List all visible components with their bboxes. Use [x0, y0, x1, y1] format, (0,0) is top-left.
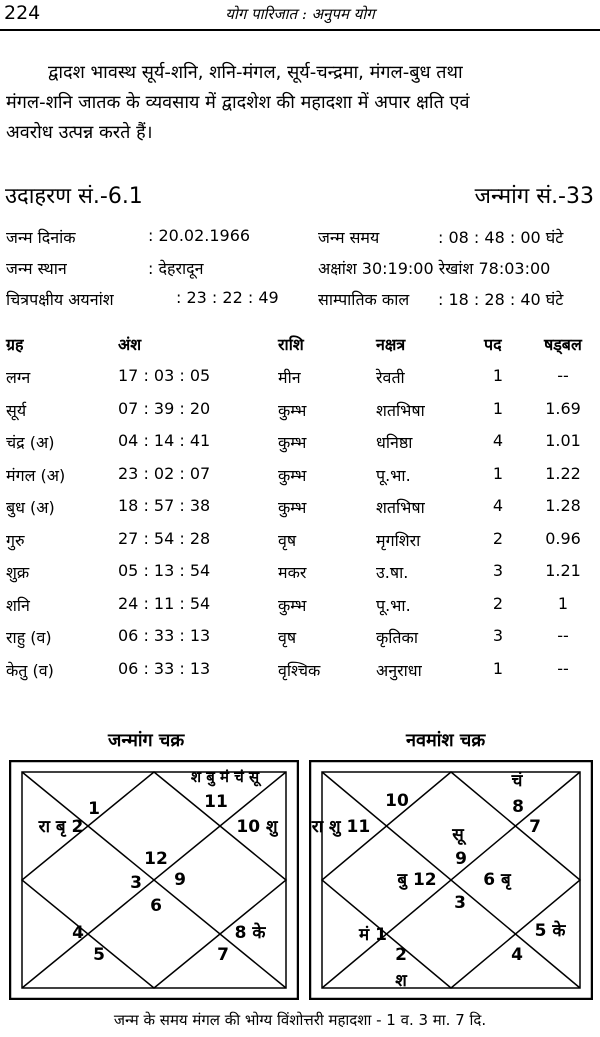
table-cell: 1: [557, 593, 569, 613]
table-cell: शनि: [6, 595, 30, 615]
table-cell: 1.01: [545, 431, 581, 450]
table-cell: --: [557, 626, 569, 645]
chart-label: 8: [512, 797, 524, 817]
table-cell: मंगल (अ): [6, 465, 66, 485]
table-cell: वृष: [278, 628, 297, 647]
janmang-chart: [9, 760, 299, 1000]
table-cell: कृतिका: [376, 628, 418, 647]
example-number: उदाहरण सं.-6.1: [5, 184, 143, 209]
table-header: षड्बल: [544, 335, 582, 354]
birth-value: : देहरादून: [148, 259, 204, 278]
horoscope-number: जन्मांग सं.-33: [474, 184, 594, 209]
chart-label: 3: [130, 873, 142, 893]
table-cell: 1: [492, 398, 504, 418]
chart-label: 1: [88, 799, 100, 819]
table-cell: रेवती: [376, 368, 405, 387]
table-header: पद: [484, 335, 502, 354]
table-cell: उ.षा.: [376, 563, 409, 582]
table-cell: गुरु: [6, 530, 25, 550]
table-cell: कुम्भ: [278, 400, 307, 420]
chart-label: मं 1: [359, 925, 387, 945]
chart-label: श: [395, 971, 407, 991]
birth-label: अक्षांश 30:19:00 रेखांश 78:03:00: [318, 259, 551, 278]
table-cell: पू.भा.: [376, 595, 411, 615]
footer-note: जन्म के समय मंगल की भोग्य विंशोत्तरी महादशा - 1 व. 3 मा. 7 दि.: [113, 1011, 487, 1029]
navamsha-chart-title: नवमांश चक्र: [406, 730, 486, 751]
chart-label: 3: [454, 893, 466, 913]
table-cell: शुक्र: [6, 563, 30, 582]
intro-paragraph: [6, 58, 594, 148]
table-cell: 1: [492, 658, 504, 678]
table-cell: कुम्भ: [278, 498, 307, 517]
paragraph-line: मंगल-शनि जातक के व्यवसाय में द्वादशेश की महादशा में अपार क्षति एवं: [6, 92, 470, 113]
table-cell: 06 : 33 : 13: [118, 658, 211, 678]
table-cell: मकर: [278, 563, 307, 582]
table-cell: 3: [492, 626, 504, 645]
table-cell: 27 : 54 : 28: [118, 528, 211, 548]
table-cell: कुम्भ: [278, 595, 307, 615]
table-cell: 1.22: [545, 463, 581, 483]
navamsha-chart: [309, 760, 593, 1000]
chart-label: 12: [144, 849, 168, 869]
table-cell: चंद्र (अ): [6, 433, 55, 452]
table-cell: 4: [492, 496, 504, 515]
chart-label: 10 शु: [236, 817, 278, 837]
table-cell: 1: [492, 463, 504, 483]
table-cell: केतु (व): [6, 660, 54, 680]
table-cell: --: [557, 658, 569, 678]
page-number: 224: [4, 2, 41, 24]
birth-label: जन्म समय: [318, 228, 380, 247]
table-cell: 05 : 13 : 54: [118, 561, 211, 580]
chart-label: 6: [150, 896, 162, 916]
chart-label: 7: [217, 945, 229, 965]
table-cell: --: [557, 366, 569, 385]
chart-label: रा शु 11: [311, 817, 371, 837]
table-cell: 3: [492, 561, 504, 580]
table-cell: वृष: [278, 530, 297, 550]
table-cell: सूर्य: [6, 400, 27, 420]
birth-label: जन्म दिनांक: [6, 228, 76, 247]
chart-label: सू: [452, 825, 464, 845]
paragraph-line: अवरोध उत्पन्न करते हैं।: [6, 122, 153, 143]
table-cell: 23 : 02 : 07: [118, 463, 211, 483]
chart-label: 9: [174, 870, 186, 890]
chart-label: चं: [511, 771, 523, 791]
chart-label: 4: [511, 945, 523, 965]
table-cell: 07 : 39 : 20: [118, 398, 211, 418]
birth-value: : 23 : 22 : 49: [176, 288, 279, 307]
table-header: ग्रह: [6, 335, 24, 354]
chart-label: 6 बृ: [483, 870, 511, 890]
table-cell: 1.21: [545, 561, 581, 580]
table-cell: 18 : 57 : 38: [118, 496, 211, 515]
table-header: अंश: [118, 335, 142, 354]
table-cell: 2: [492, 528, 504, 548]
table-cell: 1: [492, 366, 504, 385]
chart-label: 10: [385, 791, 409, 811]
table-cell: 1.28: [545, 496, 581, 515]
table-cell: 1.69: [545, 398, 581, 418]
table-cell: राहु (व): [6, 628, 52, 647]
chart-label: श बु मं चं सू: [190, 768, 260, 786]
table-cell: 06 : 33 : 13: [118, 626, 211, 645]
table-cell: 24 : 11 : 54: [118, 593, 211, 613]
chart-label: 9: [455, 849, 467, 869]
chart-label: रा बृ 2: [38, 817, 84, 837]
table-cell: कुम्भ: [278, 433, 307, 452]
running-title: योग पारिजात : अनुपम योग: [225, 5, 375, 23]
birth-label: चित्रपक्षीय अयनांश: [6, 290, 114, 309]
table-cell: अनुराधा: [376, 660, 422, 680]
table-header: राशि: [278, 335, 304, 354]
table-cell: वृश्चिक: [278, 660, 321, 680]
birth-label: साम्पातिक काल: [318, 290, 410, 309]
birth-label: जन्म स्थान: [6, 259, 67, 278]
table-cell: 04 : 14 : 41: [118, 431, 211, 450]
birth-value: : 18 : 28 : 40 घंटे: [438, 290, 564, 309]
table-cell: 2: [492, 593, 504, 613]
table-cell: बुध (अ): [6, 498, 55, 517]
table-cell: लग्न: [6, 368, 31, 387]
table-cell: पू.भा.: [376, 465, 411, 485]
table-cell: 4: [492, 431, 504, 450]
table-cell: शतभिषा: [376, 400, 425, 420]
chart-label: 2: [395, 945, 407, 965]
table-cell: धनिष्ठा: [376, 433, 413, 452]
table-header: नक्षत्र: [376, 335, 406, 354]
chart-label: 7: [529, 817, 541, 837]
table-cell: 0.96: [545, 528, 581, 548]
chart-label: 11: [204, 792, 228, 812]
chart-label: 4: [72, 923, 84, 943]
paragraph-line: द्वादश भावस्थ सूर्य-शनि, शनि-मंगल, सूर्य-चन्द्रमा, मंगल-बुध तथा: [48, 62, 463, 83]
janmang-chart-title: जन्मांग चक्र: [108, 730, 185, 751]
table-cell: 17 : 03 : 05: [118, 366, 211, 385]
chart-label: 5 के: [534, 921, 566, 941]
table-cell: मीन: [278, 368, 301, 387]
birth-value: : 20.02.1966: [148, 226, 251, 245]
table-cell: शतभिषा: [376, 498, 425, 517]
chart-label: बु 12: [397, 870, 437, 890]
chart-label: 5: [93, 945, 105, 965]
chart-label: 8 के: [234, 923, 266, 943]
header-rule: [0, 29, 600, 31]
table-cell: मृगशिरा: [376, 530, 421, 550]
birth-value: : 08 : 48 : 00 घंटे: [438, 228, 564, 247]
table-cell: कुम्भ: [278, 465, 307, 485]
